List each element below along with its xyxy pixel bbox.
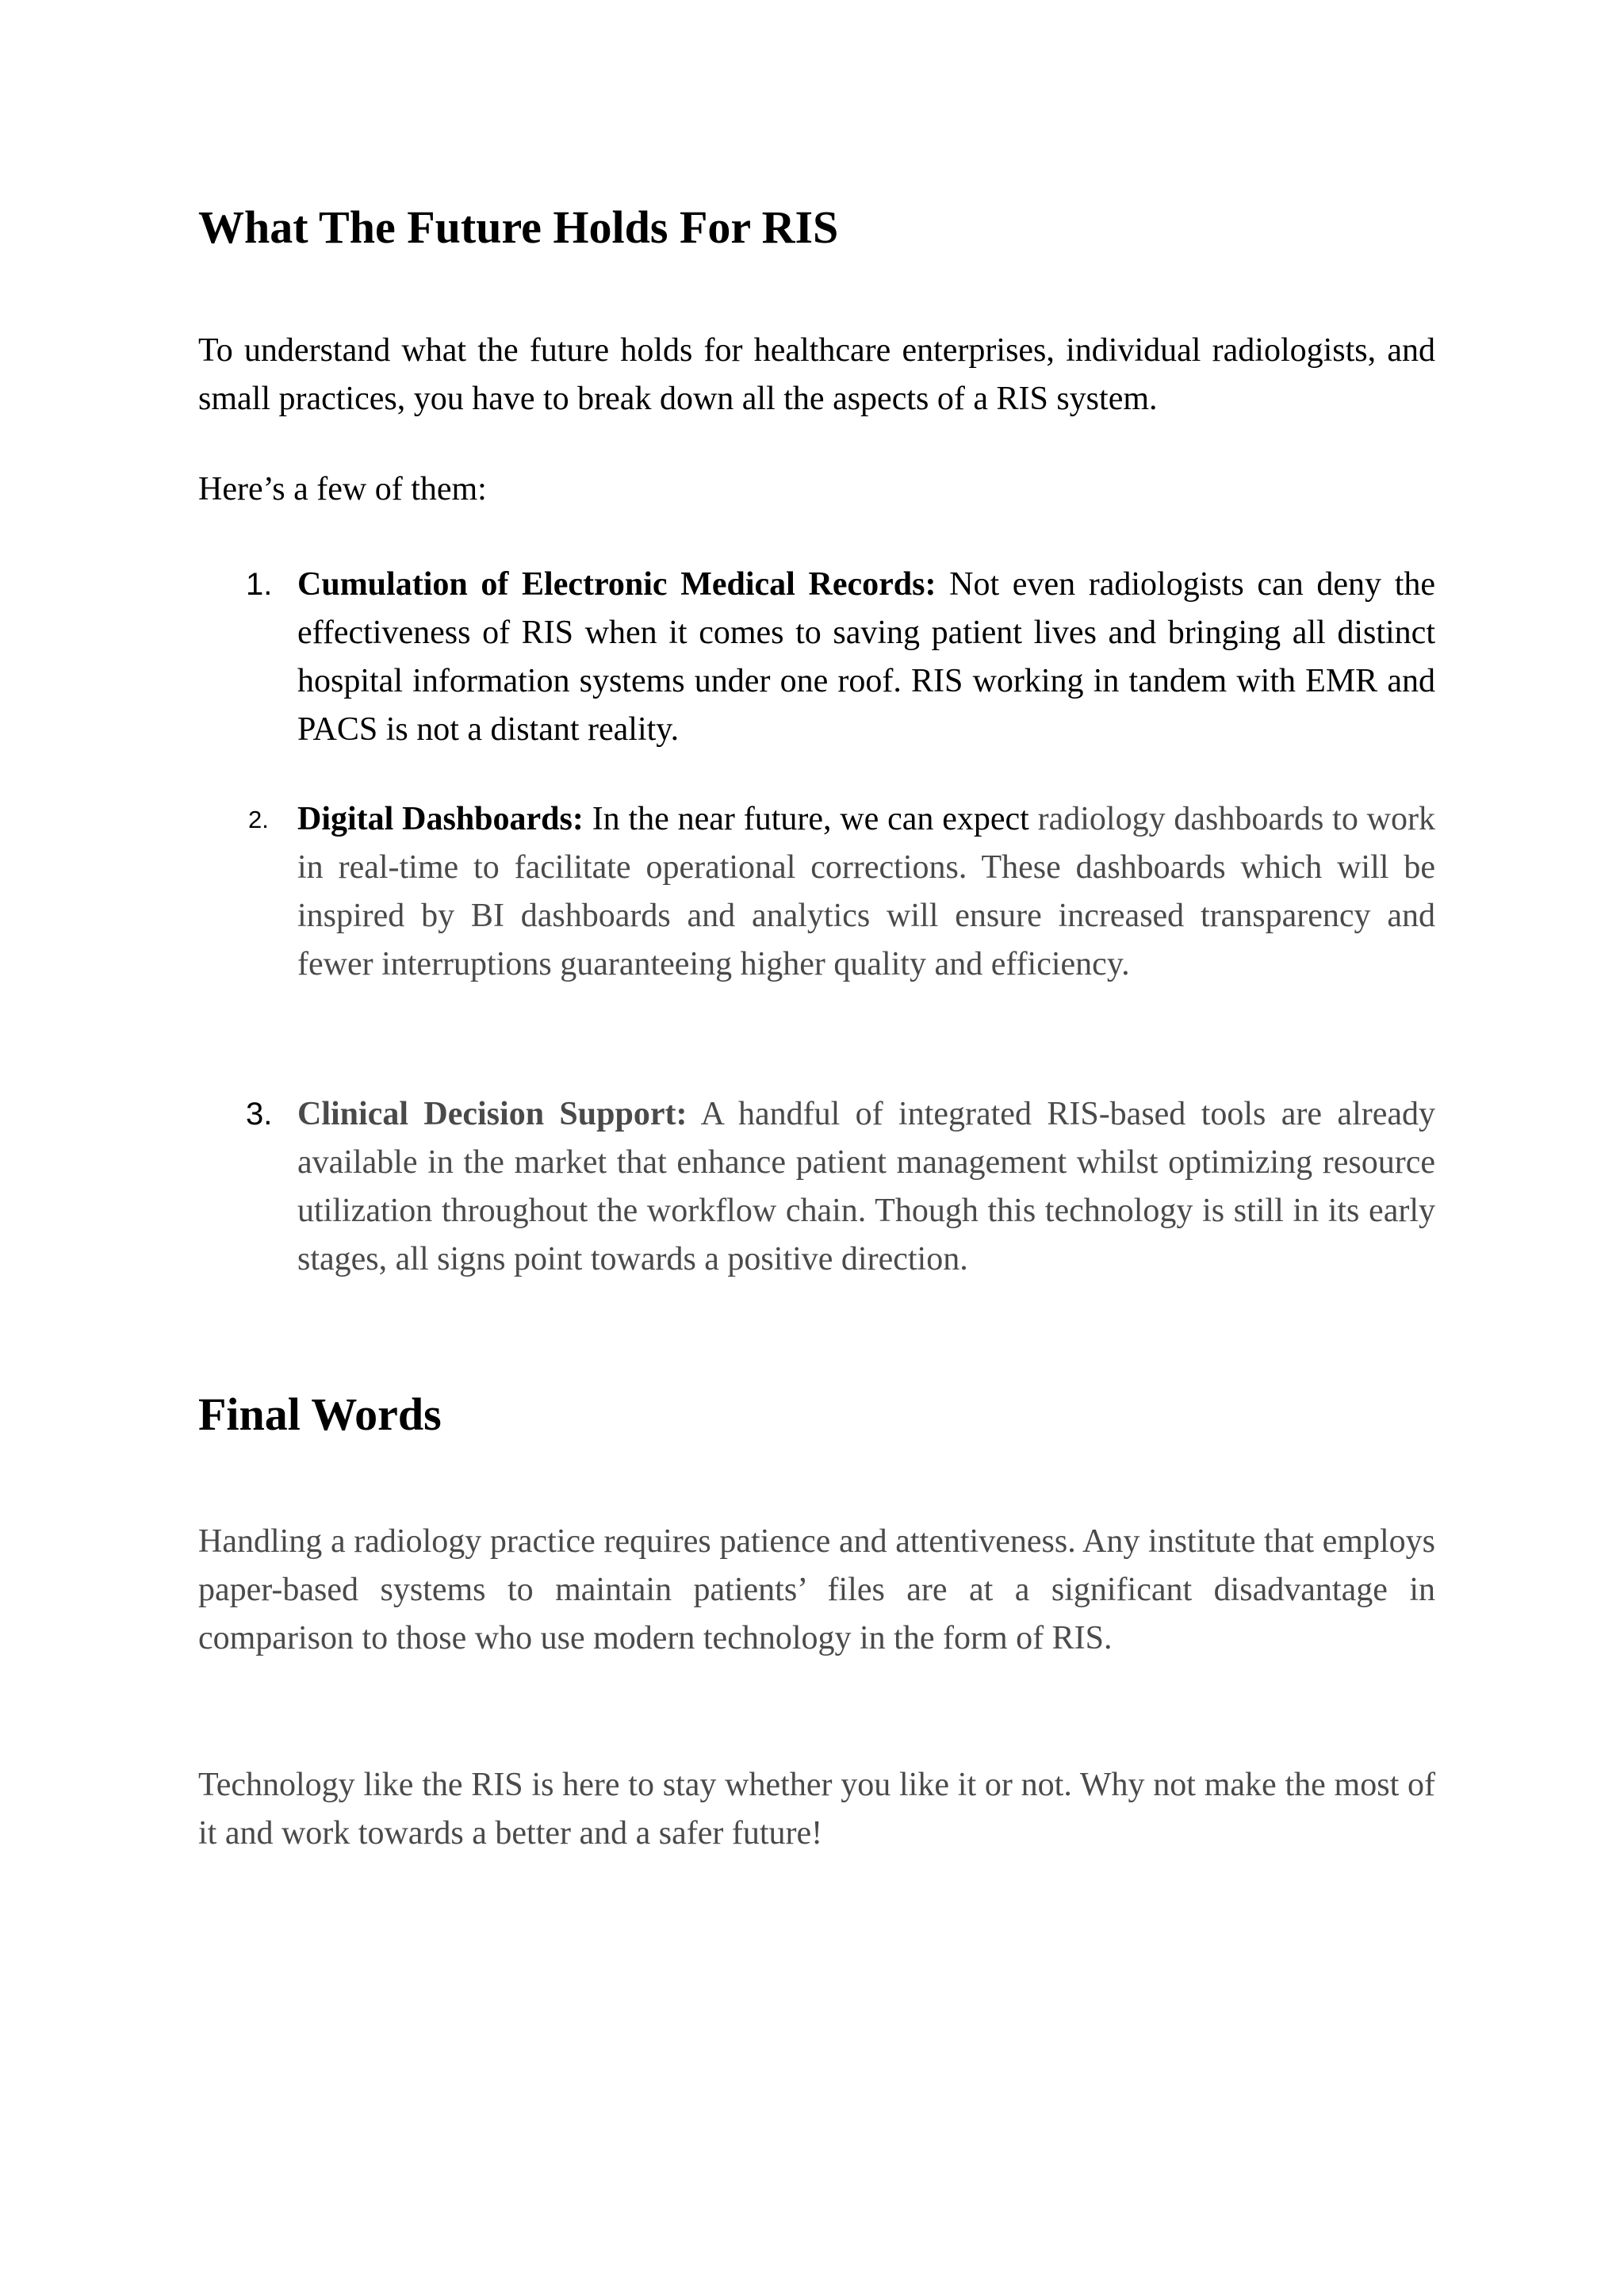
list-item-text <box>297 795 1435 989</box>
list-item-body: A handful of integrated RIS-based tools are already available in the market that enhance patient management whilst optimizing resource utilization throughout the workflow chain. Though this technology is still in its early stages, all signs point towards a positive direction. <box>297 1096 1436 1277</box>
list-number: 1. <box>246 567 273 602</box>
list-item-title: Clinical Decision Support: <box>297 1096 688 1132</box>
list-item-title: Digital Dashboards: <box>297 801 584 837</box>
final-paragraph-2: Technology like the RIS is here to stay whether you like it or not. Why not make the most of it and work towards a better and a safer future! <box>198 1767 1435 1852</box>
list-number: 2. <box>248 806 269 833</box>
section-heading-future: What The Future Holds For RIS <box>198 201 839 253</box>
list-item-body: Not even radiologists can deny the effectiveness of RIS when it comes to saving patient lives and bringing all distinct hospital information systems under one roof. RIS working in tandem with EMR and PACS is not a distant reality. <box>297 566 1436 748</box>
final-paragraph-1: Handling a radiology practice requires patience and attentiveness. Any institute that employs paper-based systems to maintain patients’ files are at a significant disadvantage in comparison to those who use modern technology in the form of RIS. <box>198 1523 1435 1656</box>
section-heading-final-words: Final Words <box>198 1388 442 1440</box>
intro-paragraph: To understand what the future holds for healthcare enterprises, individual radiologists, and small practices, you have to break down all the aspects of a RIS system. <box>198 332 1435 417</box>
list-item-title: Cumulation of Electronic Medical Records: <box>297 566 936 603</box>
list-item-body-lead: In the near future, we can expect <box>583 801 1038 837</box>
list-item-body: radiology dashboards to work in real-time to facilitate operational corrections. These dashboards which will be inspired by BI dashboards and analytics will ensure increased transparency and fewer interruptions guaranteeing higher quality and efficiency. <box>297 801 1435 982</box>
lead-paragraph: Here’s a few of them: <box>198 471 487 507</box>
list-number: 3. <box>246 1097 273 1132</box>
list-item-text <box>297 561 1435 754</box>
list-item-text <box>297 1090 1435 1284</box>
